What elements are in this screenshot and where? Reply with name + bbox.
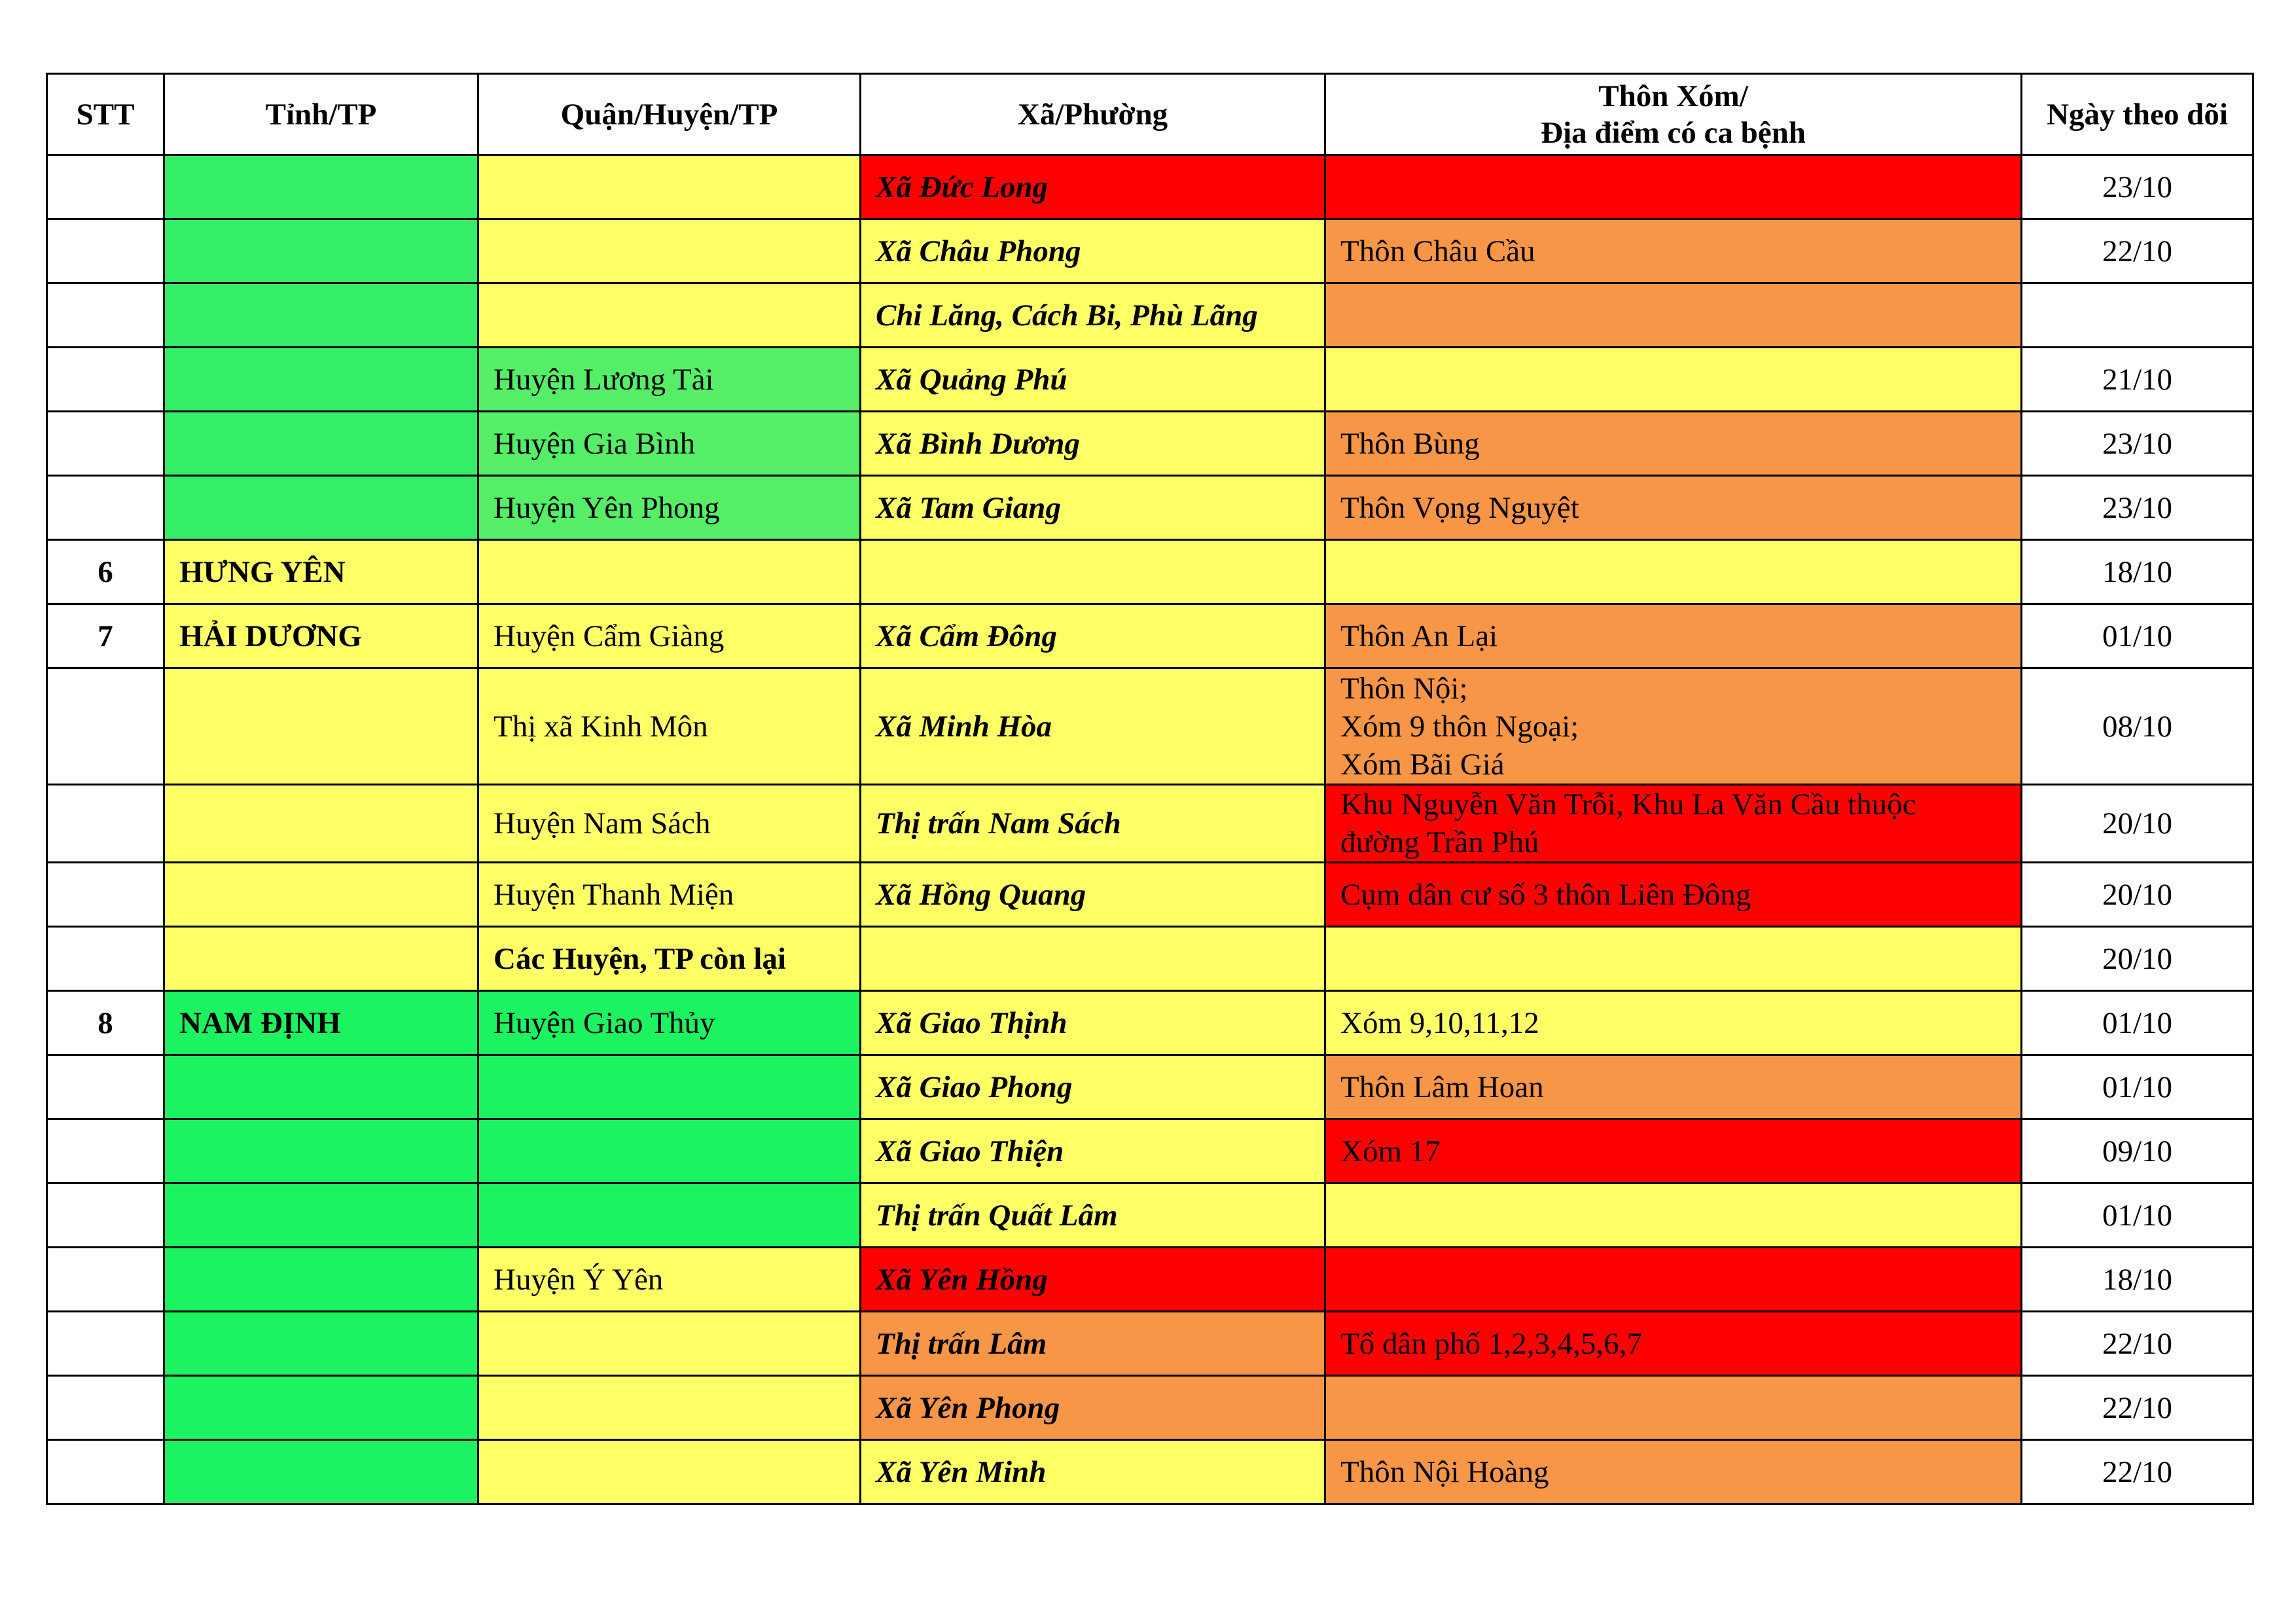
ward-cell: Xã Hồng Quang [861,863,1325,927]
date-cell: 20/10 [2022,785,2253,863]
district-cell [478,540,861,604]
location-line: đường Trần Phú [1340,825,1539,859]
location-cell [1325,927,2022,991]
date-cell: 09/10 [2022,1119,2253,1183]
district-cell [478,1055,861,1119]
ward-cell: Thị trấn Nam Sách [861,785,1325,863]
location-cell [1325,1248,2022,1312]
table-row [47,1055,2253,1119]
table-row [47,1248,2253,1312]
province-cell [164,1119,478,1183]
location-line: Khu Nguyễn Văn Trỗi, Khu La Văn Cầu thuộc [1340,787,1916,821]
location-cell [1325,348,2022,412]
stt-cell [47,412,164,476]
location-cell [1325,1312,2022,1376]
table-row [47,1312,2253,1376]
table-row [47,668,2253,785]
table-row [47,604,2253,668]
header-district: Quận/Huyện/TP [478,74,861,155]
ward-cell: Xã Yên Phong [861,1376,1325,1440]
location-cell [1325,1440,2022,1504]
stt-cell [47,155,164,219]
location-line: Xóm 17 [1340,1134,1441,1168]
province-cell [164,1440,478,1504]
province-cell [164,155,478,219]
location-cell [1325,785,2022,863]
stt-cell [47,668,164,785]
table-row [47,863,2253,927]
province-cell [164,927,478,991]
province-cell [164,283,478,348]
monitoring-table [46,73,2254,1505]
location-cell [1325,1119,2022,1183]
province-cell [164,219,478,283]
table-row [47,927,2253,991]
district-cell [478,1376,861,1440]
district-cell [478,1119,861,1183]
location-line: Cụm dân cư số 3 thôn Liên Đông [1340,877,1751,912]
date-cell: 18/10 [2022,540,2253,604]
province-cell [164,785,478,863]
date-cell: 20/10 [2022,927,2253,991]
district-cell [478,283,861,348]
date-cell: 23/10 [2022,412,2253,476]
province-cell: NAM ĐỊNH [164,991,478,1055]
stt-cell [47,1055,164,1119]
table-row [47,219,2253,283]
location-cell [1325,476,2022,540]
district-cell: Huyện Ý Yên [478,1248,861,1312]
location-line: Thôn Nội; [1340,671,1468,706]
district-cell: Huyện Nam Sách [478,785,861,863]
province-cell [164,1183,478,1248]
district-cell: Huyện Giao Thủy [478,991,861,1055]
stt-cell: 8 [47,991,164,1055]
ward-cell: Xã Quảng Phú [861,348,1325,412]
ward-cell: Xã Giao Phong [861,1055,1325,1119]
table-row [47,540,2253,604]
location-cell [1325,155,2022,219]
stt-cell [47,785,164,863]
stt-cell [47,476,164,540]
ward-cell: Xã Bình Dương [861,412,1325,476]
location-cell [1325,219,2022,283]
table-row [47,1440,2253,1504]
ward-cell: Xã Yên Minh [861,1440,1325,1504]
stt-cell: 6 [47,540,164,604]
header-row [47,74,2253,155]
district-cell: Huyện Cẩm Giàng [478,604,861,668]
district-cell [478,155,861,219]
date-cell: 22/10 [2022,1312,2253,1376]
province-cell [164,476,478,540]
location-line: Thôn An Lại [1340,619,1498,653]
ward-cell: Xã Đức Long [861,155,1325,219]
district-cell [478,219,861,283]
ward-cell [861,927,1325,991]
province-cell: HƯNG YÊN [164,540,478,604]
header-location: Thôn Xóm/ Địa điểm có ca bệnh [1325,74,2022,155]
table-row [47,283,2253,348]
district-cell: Huyện Yên Phong [478,476,861,540]
location-line: Thôn Bùng [1340,426,1480,461]
location-cell [1325,283,2022,348]
table-row [47,785,2253,863]
district-cell: Huyện Thanh Miện [478,863,861,927]
header-ward: Xã/Phường [861,74,1325,155]
table-row [47,348,2253,412]
stt-cell [47,1376,164,1440]
location-line: Thôn Nội Hoàng [1340,1454,1549,1489]
header-date: Ngày theo dõi [2022,74,2253,155]
province-cell [164,1312,478,1376]
stt-cell [47,1440,164,1504]
location-line: Thôn Châu Cầu [1340,234,1535,268]
stt-cell [47,1119,164,1183]
location-cell [1325,604,2022,668]
stt-cell [47,1248,164,1312]
province-cell [164,348,478,412]
ward-cell: Xã Giao Thịnh [861,991,1325,1055]
ward-cell [861,540,1325,604]
stt-cell [47,1312,164,1376]
ward-cell: Xã Tam Giang [861,476,1325,540]
table-row [47,1119,2253,1183]
ward-cell: Chi Lăng, Cách Bi, Phù Lãng [861,283,1325,348]
province-cell: HẢI DƯƠNG [164,604,478,668]
district-cell: Huyện Gia Bình [478,412,861,476]
district-cell [478,1312,861,1376]
date-cell: 22/10 [2022,219,2253,283]
stt-cell [47,283,164,348]
stt-cell [47,348,164,412]
header-stt: STT [47,74,164,155]
ward-cell: Xã Cẩm Đông [861,604,1325,668]
location-line: Xóm 9,10,11,12 [1340,1005,1539,1040]
date-cell: 22/10 [2022,1376,2253,1440]
province-cell [164,1248,478,1312]
table-row [47,991,2253,1055]
location-cell [1325,668,2022,785]
location-cell [1325,863,2022,927]
ward-cell: Xã Giao Thiện [861,1119,1325,1183]
stt-cell [47,927,164,991]
date-cell: 01/10 [2022,991,2253,1055]
province-cell [164,1055,478,1119]
ward-cell: Xã Minh Hòa [861,668,1325,785]
district-cell: Thị xã Kinh Môn [478,668,861,785]
date-cell: 21/10 [2022,348,2253,412]
location-line: Thôn Lâm Hoan [1340,1070,1544,1104]
ward-cell: Xã Yên Hồng [861,1248,1325,1312]
province-cell [164,1376,478,1440]
date-cell: 23/10 [2022,155,2253,219]
location-line: Thôn Vọng Nguyệt [1340,490,1579,525]
date-cell [2022,283,2253,348]
date-cell: 23/10 [2022,476,2253,540]
table-body [47,155,2253,1504]
header-province: Tỉnh/TP [164,74,478,155]
date-cell: 18/10 [2022,1248,2253,1312]
district-cell: Các Huyện, TP còn lại [478,927,861,991]
location-cell [1325,540,2022,604]
table-row [47,476,2253,540]
stt-cell [47,863,164,927]
date-cell: 22/10 [2022,1440,2253,1504]
date-cell: 01/10 [2022,604,2253,668]
province-cell [164,863,478,927]
location-line: Xóm Bãi Giá [1340,747,1505,782]
location-cell [1325,1055,2022,1119]
stt-cell [47,1183,164,1248]
district-cell [478,1183,861,1248]
stt-cell: 7 [47,604,164,668]
date-cell: 08/10 [2022,668,2253,785]
date-cell: 20/10 [2022,863,2253,927]
location-line: Tổ dân phố 1,2,3,4,5,6,7 [1340,1326,1642,1361]
ward-cell: Thị trấn Lâm [861,1312,1325,1376]
date-cell: 01/10 [2022,1183,2253,1248]
district-cell [478,1440,861,1504]
table-row [47,155,2253,219]
location-cell [1325,1183,2022,1248]
location-line: Xóm 9 thôn Ngoại; [1340,709,1579,744]
table-row [47,1376,2253,1440]
province-cell [164,412,478,476]
table-row [47,1183,2253,1248]
province-cell [164,668,478,785]
ward-cell: Thị trấn Quất Lâm [861,1183,1325,1248]
location-cell [1325,991,2022,1055]
ward-cell: Xã Châu Phong [861,219,1325,283]
location-cell [1325,1376,2022,1440]
date-cell: 01/10 [2022,1055,2253,1119]
table-row [47,412,2253,476]
location-cell [1325,412,2022,476]
stt-cell [47,219,164,283]
district-cell: Huyện Lương Tài [478,348,861,412]
